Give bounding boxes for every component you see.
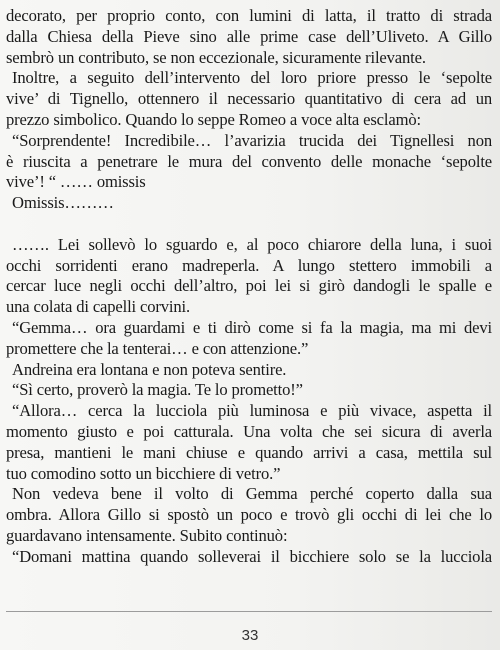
- text-line: Inoltre, a seguito dell’intervento del loro priore presso le ‘sepolte: [12, 68, 492, 88]
- text-line: “Domani mattina quando solleverai il bicchiere solo se la lucciola: [12, 546, 492, 566]
- text-line: promettere che la tenterai… e con attenzione.”: [6, 338, 309, 358]
- text-line: sembrò un contributo, se non eccezionale, sicuramente rilevante.: [6, 47, 426, 67]
- text-line: Andreina era lontana e non poteva sentire.: [12, 359, 287, 379]
- text-line: cercar luce negli occhi dell’altro, poi lei si girò dandogli le spalle e: [6, 276, 492, 296]
- text-line: una colata di capelli corvini.: [6, 297, 190, 317]
- blank-line: [6, 214, 492, 235]
- text-line: Non vedeva bene il volto di Gemma perché coperto dalla sua: [12, 484, 492, 504]
- page-number: 33: [241, 627, 259, 644]
- text-line: occhi sorridenti erano madreperla. A lungo stettero immobili a: [6, 255, 492, 275]
- text-line: guardavano intensamente. Subito continuò:: [6, 525, 288, 545]
- text-line: “Allora… cerca la lucciola più luminosa e più vivace, aspetta il: [12, 401, 492, 421]
- text-line: Omissis………: [12, 193, 114, 213]
- text-line: prezzo simbolico. Quando lo seppe Romeo a voce alta esclamò:: [6, 109, 421, 129]
- text-line: momento giusto e poi catturala. Una volta che sei sicura di averla: [6, 421, 492, 441]
- text-line: ombra. Allora Gillo si spostò un poco e trovò gli occhi di lei che lo: [6, 505, 492, 525]
- page-body-text: [6, 6, 492, 568]
- text-line: dalla Chiesa della Pieve sino alle prime case dell’Uliveto. A Gillo: [6, 26, 492, 46]
- text-line: vive’ di Tignello, ottennero il necessario quantitativo di cera ad un: [6, 89, 492, 109]
- footer-divider: [6, 611, 492, 612]
- text-line: vive’! “ …… omissis: [6, 172, 146, 192]
- text-line: “Sorprendente! Incredibile… l’avarizia trucida dei Tignellesi non: [12, 130, 492, 150]
- text-line: decorato, per proprio conto, con lumini di latta, il tratto di strada: [6, 6, 492, 25]
- text-line: tuo comodino sotto un bicchiere di vetro.”: [6, 463, 281, 483]
- text-line: “Sì certo, proverò la magia. Te lo prometto!”: [12, 380, 303, 400]
- text-line: ……. Lei sollevò lo sguardo e, al poco chiarore della luna, i suoi: [12, 234, 492, 254]
- text-line: presa, mantieni le mani chiuse e quando arrivi a casa, mettila sul: [6, 442, 492, 462]
- text-line: è riuscita a penetrare le mura del convento delle monache ‘sepolte: [6, 151, 492, 171]
- text-line: “Gemma… ora guardami e ti dirò come si fa la magia, ma mi devi: [12, 317, 492, 337]
